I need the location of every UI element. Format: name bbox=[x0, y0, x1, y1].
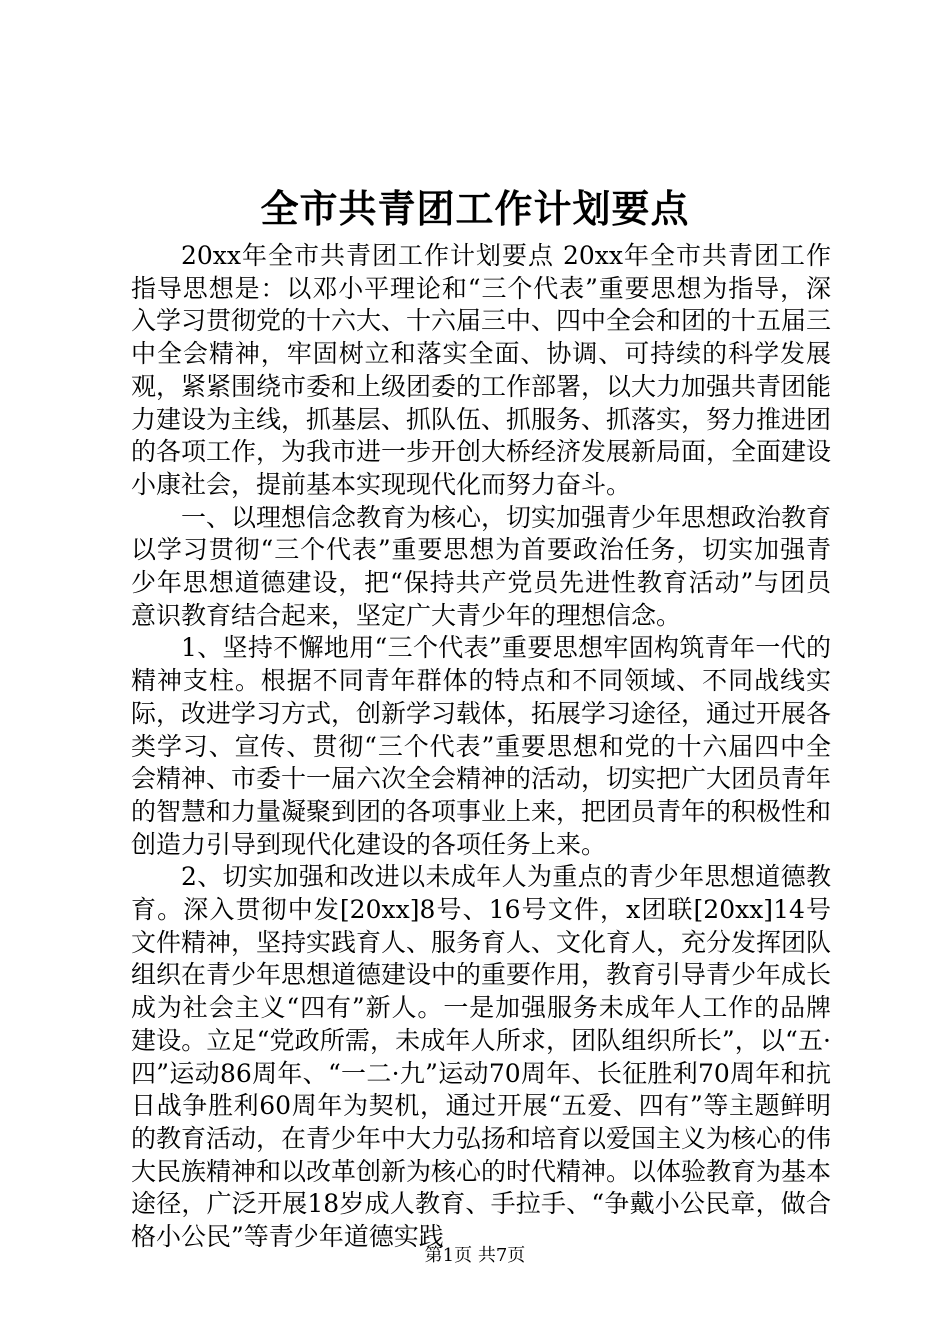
document-body bbox=[131, 240, 831, 1254]
paragraph-item-two: 2、切实加强和改进以未成年人为重点的青少年思想道德教育。深入贯彻中发[20xx]8号、16号文件，x团联[20xx]14号文件精神，坚持实践育人、服务育人、文化育人，充分发挥团队组织在青少年思想道德建设中的重要作用，教育引导青少年成长成为社会主义“四有”新人。一是加强服务未成年人工作的品牌建设。立足“党政所需，未成年人所求，团队组织所长”，以“五·四”运动86周年、“一二·九”运动70周年、长征胜利70周年和抗日战争胜利60周年为契机，通过开展“五爱、四有”等主题鲜明的教育活动，在青少年中大力弘扬和培育以爱国主义为核心的伟大民族精神和以改革创新为核心的时代精神。以体验教育为基本途径，广泛开展18岁成人教育、手拉手、“争戴小公民章，做合格小公民”等青少年道德实践 bbox=[131, 862, 832, 1252]
paragraph-section-one: 一、以理想信念教育为核心，切实加强青少年思想政治教育以学习贯彻“三个代表”重要思想为首要政治任务，切实加强青少年思想道德建设，把“保持共产党员先进性教育活动”与团员意识教育结合起来，坚定广大青少年的理想信念。 bbox=[131, 502, 832, 630]
page-number-footer: 第1页 共7页 bbox=[424, 1245, 526, 1266]
paragraph-guiding-thought: 20xx年全市共青团工作计划要点 20xx年全市共青团工作指导思想是：以邓小平理论和“三个代表”重要思想为指导，深入学习贯彻党的十六大、十六届三中、四中全会和团的十五届三中全会精神，牢固树立和落实全面、协调、可持续的科学发展观，紧紧围绕市委和上级团委的工作部署，以大力加强共青团能力建设为主线，抓基层、抓队伍、抓服务、抓落实，努力推进团的各项工作，为我市进一步开创大桥经济发展新局面，全面建设小康社会，提前基本实现现代化而努力奋斗。 bbox=[131, 241, 832, 499]
paragraph-item-one: 1、坚持不懈地用“三个代表”重要思想牢固构筑青年一代的精神支柱。根据不同青年群体的特点和不同领域、不同战线实际，改进学习方式，创新学习载体，拓展学习途径，通过开展各类学习、宣传、贯彻“三个代表”重要思想和党的十六届四中全会精神、市委十一届六次全会精神的活动，切实把广大团员青年的智慧和力量凝聚到团的各项事业上来，把团员青年的积极性和创造力引导到现代化建设的各项任务上来。 bbox=[131, 633, 832, 859]
document-title: 全市共青团工作计划要点 bbox=[260, 186, 690, 231]
